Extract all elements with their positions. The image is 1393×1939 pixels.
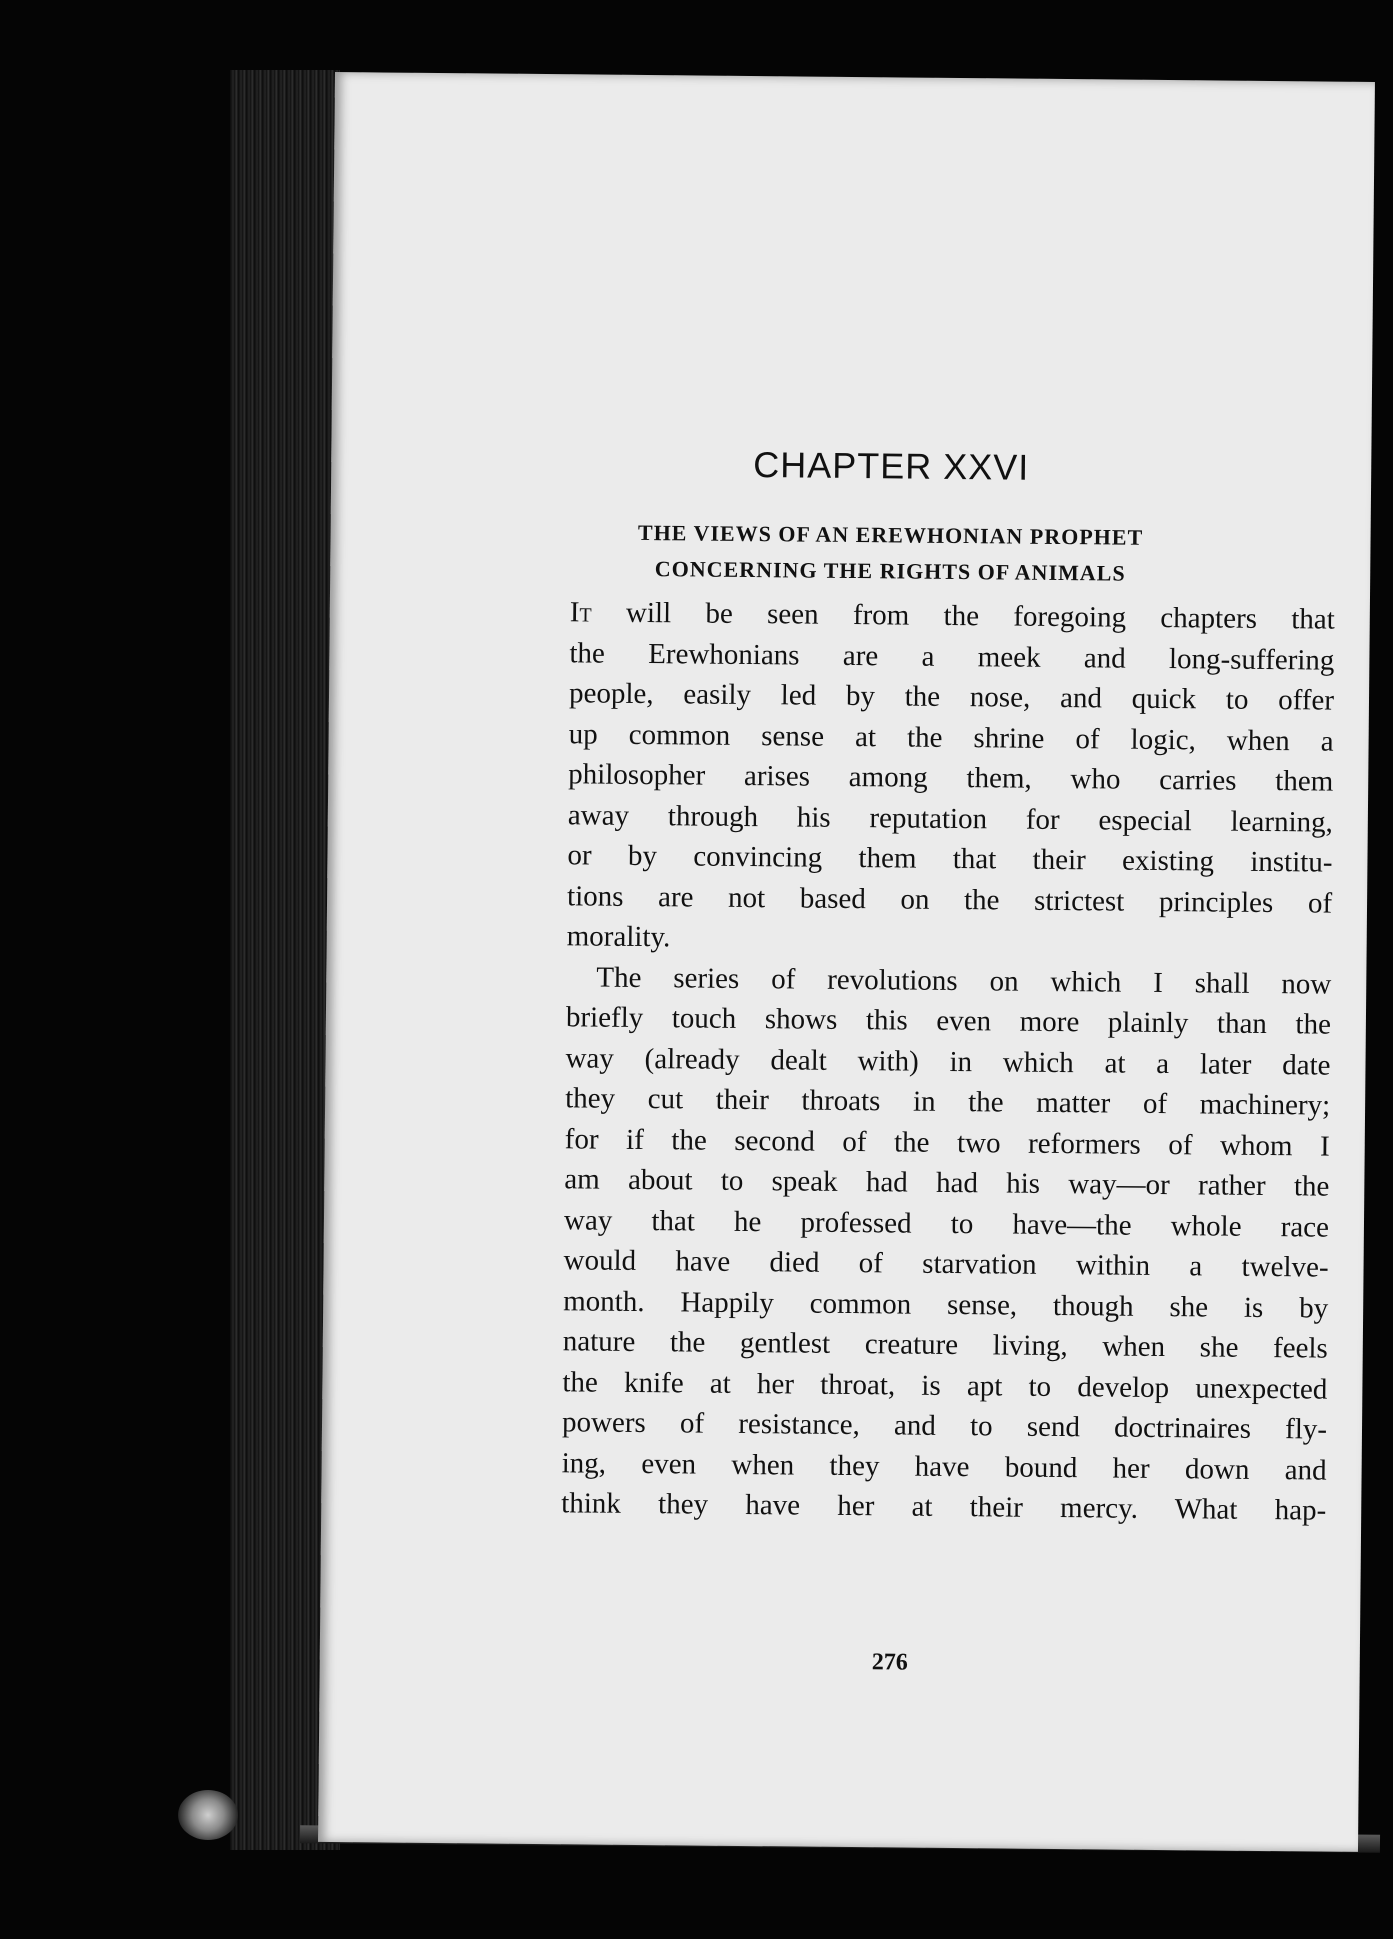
paragraph-1 (567, 592, 1335, 964)
paragraph-2-line: would have died of starvation within a twelve- (563, 1244, 1329, 1284)
paragraph-2-line: briefly touch shows this even more plainly than the (565, 1001, 1332, 1041)
paragraph-2-line: am about to speak had had his way—or rather the (564, 1163, 1330, 1203)
page-number: 276 (871, 1649, 908, 1676)
paragraph-2-line: way that he professed to have—the whole race (563, 1203, 1330, 1244)
paragraph-1-line: up common sense at the shrine of logic, when a (568, 717, 1334, 758)
chapter-subtitle-line-2: CONCERNING THE RIGHTS OF ANIMALS (654, 556, 1126, 586)
paragraph-1-line: It will be seen from the foregoing chapters that (569, 596, 1335, 636)
corner-stamp-image (178, 1790, 238, 1840)
paragraph-2-line: they cut their throats in the matter of machinery; (565, 1082, 1331, 1122)
paragraph-2-line: nature the gentlest creature living, when she feels (562, 1325, 1328, 1365)
paragraph-2-line: The series of revolutions on which I shall now (596, 961, 1332, 1001)
chapter-subtitle-line-1: THE VIEWS OF AN EREWHONIAN PROPHET (637, 519, 1144, 550)
paragraph-2-line: for if the second of the two reformers of whom I (564, 1122, 1330, 1163)
body-text (561, 592, 1335, 1531)
paragraph-2-line: month. Happily common sense, though she is by (563, 1284, 1329, 1325)
paragraph-2-line: the knife at her throat, is apt to develop unexpected (562, 1365, 1328, 1406)
paragraph-1-line: the Erewhonians are a meek and long-suffering (569, 636, 1335, 677)
book-page (318, 72, 1375, 1852)
drop-word: It (569, 596, 592, 629)
paragraph-2-line: think they have her at their mercy. What hap- (561, 1487, 1327, 1527)
chapter-number: CHAPTER XXVI (753, 444, 1030, 488)
paragraph-1-line: or by convincing them that their existing institu- (567, 839, 1333, 879)
paragraph-2-line: ing, even when they have bound her down and (561, 1446, 1327, 1487)
paragraph-1-line: philosopher arises among them, who carries them (568, 758, 1334, 798)
paragraph-1-line: away through his reputation for especial learning, (567, 798, 1333, 839)
paragraph-2 (561, 957, 1331, 1531)
chapter-subtitle (330, 512, 1371, 594)
paragraph-1-line: people, easily led by the nose, and quick to offer (568, 677, 1335, 717)
paragraph-1-line: tions are not based on the strictest principles of (566, 879, 1333, 920)
paragraph-1-line: morality. (566, 920, 671, 954)
paragraph-2-line: powers of resistance, and to send doctrinaires fly- (561, 1406, 1328, 1446)
paragraph-2-line: way (already dealt with) in which at a later date (565, 1041, 1331, 1082)
